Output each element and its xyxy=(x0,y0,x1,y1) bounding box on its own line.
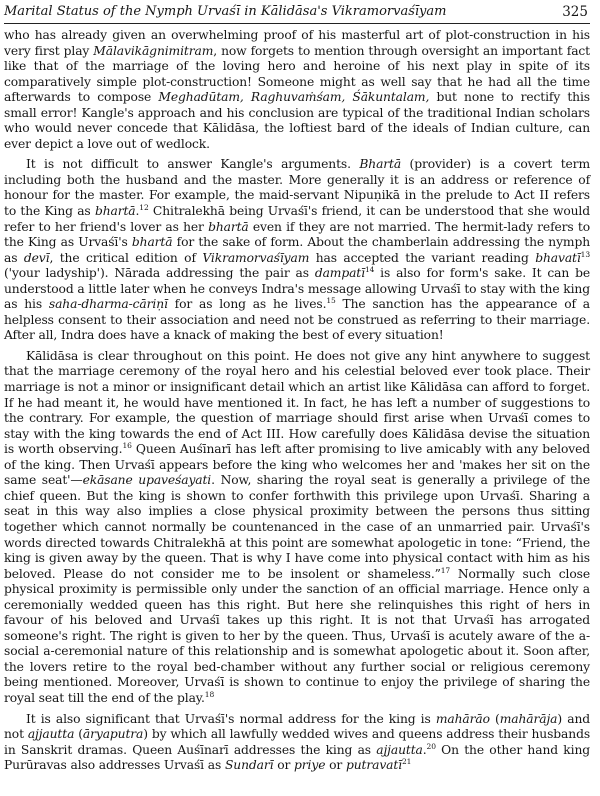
text-run: Normally such close physical proximity is permissible only under the sanction of an official marriage. Hence only a ceremonially wedded queen has this right. But here she relinquishes this right of hers in favour of his beloved and Urvaśī takes up this right. It is not that Urvaśī has arrogated someone's right. The right is given to her by the queen. Thus, Urvaśī is acutely aware of the a-social a-ceremonial nature of this relationship and is somewhat apologetic about it. Soon after, the lovers retire to the royal bed-chamber without any further social or religious ceremony being mentioned. Moreover, Urvaśī is shown to continue to enjoy the privilege of sharing the royal seat till the end of the play. xyxy=(4,566,590,705)
paragraph xyxy=(4,157,590,344)
italic-term: bhavatī xyxy=(535,250,581,265)
text-run: is also for form's sake. It can be understood a little later when he conveys Indra's message allowing Urvaśī to stay with the king as his xyxy=(4,266,590,312)
text-run: Kālidāsa is clear throughout on this point. He does not give any hint anywhere to suggest that the marriage ceremony of the royal hero and his celestial beloved ever took place. Their marriage is not a minor or insignificant detail which an artist like Kālidāsa can afford to forget. If he had meant it, he would have mentioned it. In fact, he has left a number of suggestions to the contrary. For example, the question of marriage should first arise when Urvaśī comes to stay with the king towards the end of Act III. How carefully does Kālidāsa devise the situation is worth observing. xyxy=(4,348,590,457)
text-run: It is also significant that Urvaśī's normal address for the king is xyxy=(26,711,436,726)
text-run: Chitralekhā being Urvaśī's friend, it can be understood that she would refer to her friend's lover as her xyxy=(4,204,590,234)
running-head: Marital Status of the Nymph Urvaśī in Kālidāsa's Vikramorvaśīyam xyxy=(4,4,447,19)
text-run: ('your ladyship'). Nārada addressing the pair as xyxy=(4,266,315,281)
italic-term: bhartā xyxy=(208,219,249,234)
italic-term: mahārāja xyxy=(499,711,558,726)
text-run: , now forgets to mention through oversight an important fact like that of the marriage of the loving hero and heroine of his next play in spite of its comparatively simple plot-construction! Someone might as well say that he had all the time afterwards to compose xyxy=(4,43,590,105)
text-run: (provider) is a covert term including both the husband and the master. More generally it is an address or reference of honour for the master. For example, the maid-servant Nipuṇikā in the prelude to Act II refers to the King as xyxy=(4,157,590,219)
page-header xyxy=(4,3,590,24)
italic-term: Sundarī xyxy=(224,758,274,773)
italic-term: āryaputra xyxy=(82,727,144,742)
text-run: for as long as he lives. xyxy=(167,297,327,312)
footnote-ref: 14 xyxy=(364,265,375,275)
paragraph xyxy=(4,28,590,152)
footnote-ref: 21 xyxy=(402,757,412,767)
text-run: On the other hand king Purūravas also addresses Urvaśī as xyxy=(4,742,590,773)
text-run: or xyxy=(325,758,346,773)
text-run: for the sake of form. About the chamberlain addressing the nymph as xyxy=(4,235,590,265)
italic-term: priye xyxy=(294,758,326,773)
italic-term: saha-dharma-cāriṇī xyxy=(48,297,168,312)
text-run: The sanction has the appearance of a helpless consent to their association and need not be construed as referring to their marriage. After all, Indra does have a knack of making the best of every situation! xyxy=(4,297,590,343)
italic-term: bhartā xyxy=(94,204,136,219)
footnote-ref: 18 xyxy=(204,689,215,699)
italic-term: Mālavikāgnimitram xyxy=(93,43,214,58)
italic-term: devī xyxy=(23,250,50,265)
italic-term: ajjautta xyxy=(27,727,75,742)
italic-term: ekāsane upaveśayati xyxy=(82,473,212,488)
text-run: ) and not xyxy=(4,711,591,742)
footnote-ref: 13 xyxy=(580,249,590,259)
text-run: , the critical edition of xyxy=(49,250,203,265)
italic-term: bhartā xyxy=(131,235,173,250)
italic-term: dampatī xyxy=(314,266,365,281)
text-run: or xyxy=(273,758,295,773)
paragraph xyxy=(4,349,590,707)
footnote-ref: 16 xyxy=(122,441,132,451)
text-run: . Now, sharing the royal seat is generally a privilege of the chief queen. But the king is shown to confer forthwith this privilege upon Urvaśī. Sharing a seat in this way also implies a close physical proximity between the persons thus sitting together which cannot normally be countenanced in the case of an unmarried pair. Urvaśī's words directed towards Chitralekhā at this point are somewhat apologetic in tone: “Friend, the king is given away by the queen. That is why I have come into physical contact with him as his beloved. Please do not consider me to be insolent or shameless.” xyxy=(4,473,590,581)
body-text xyxy=(4,28,590,774)
footnote-ref: 12 xyxy=(139,203,149,213)
paragraph xyxy=(4,712,590,774)
text-run: ( xyxy=(74,727,83,742)
italic-term: mahārāo xyxy=(435,711,490,726)
footnote-ref: 20 xyxy=(426,741,436,751)
text-run: . xyxy=(422,742,427,757)
footnote-ref: 15 xyxy=(326,296,336,306)
text-run: Queen Auśīnarī has left after promising to live amicably with any beloved of the king. Then Urvaśī appears before the king who welcomes her and 'makes her sit on the same seat'— xyxy=(4,442,590,488)
text-run: . xyxy=(135,204,140,219)
text-run: has accepted the variant reading xyxy=(309,250,536,265)
text-run: who has already given an overwhelming proof of his masterful art of plot-construction in his very first play xyxy=(4,28,590,58)
text-run: but none to rectify this small error! Kangle's approach and his conclusion are typical of the traditional Indian scholars who would never concede that Kālidāsa, the loftiest bard of the ideals of Indian culture, can ever depict a love out of wedlock. xyxy=(4,90,590,151)
text-run: It is not difficult to answer Kangle's arguments. xyxy=(26,157,360,172)
italic-term: ajjautta xyxy=(376,742,423,757)
italic-term: Meghadūtam, Raghuvaṁśam, Śākuntalam, xyxy=(158,90,430,105)
footnote-ref: 17 xyxy=(440,565,451,575)
text-run: ( xyxy=(489,711,500,726)
text-run: even if they are not married. The hermit-lady refers to the King as Urvaśī's xyxy=(4,219,590,250)
italic-term: Bhartā xyxy=(359,157,402,172)
italic-term: putravatī xyxy=(345,758,402,773)
text-run: ) by which all lawfully wedded wives and queens address their husbands in Sanskrit dramas. Queen Auśīnarī addresses the king as xyxy=(4,727,591,757)
italic-term: Vikramorvaśīyam xyxy=(202,250,310,265)
page-number: 325 xyxy=(562,4,588,20)
